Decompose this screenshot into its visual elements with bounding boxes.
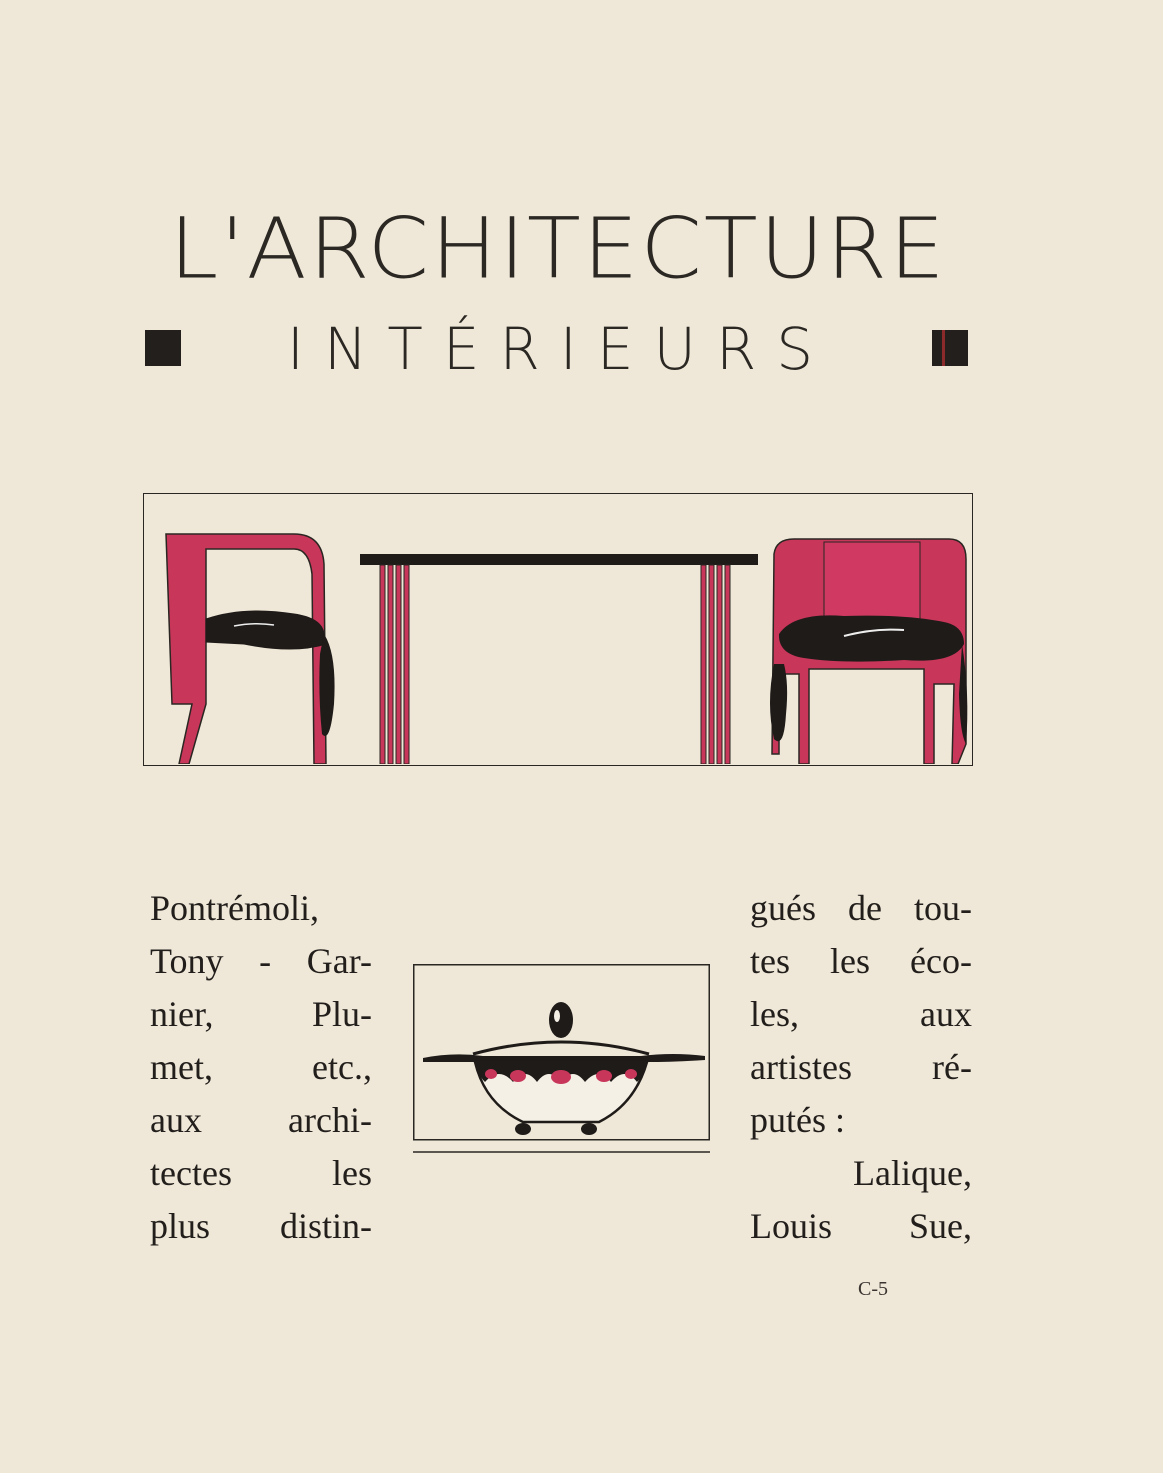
text-line: Tony - Gar- — [150, 941, 372, 981]
furniture-illustration — [143, 493, 973, 766]
text-line: nier, Plu- — [150, 994, 372, 1034]
text-line: plus distin- — [150, 1206, 372, 1246]
text-line: putés : — [750, 1100, 845, 1140]
text-line: Louis Sue, — [750, 1206, 972, 1246]
page-title: L'ARCHITECTURE — [169, 199, 947, 298]
subtitle-row — [140, 315, 980, 388]
page-number: C-5 — [858, 1278, 888, 1300]
page-subtitle: INTÉRIEURS — [286, 315, 834, 383]
text-line: met, etc., — [150, 1047, 372, 1087]
text-line: tes les éco- — [750, 941, 972, 981]
text-line: les, aux — [750, 994, 972, 1034]
bowl-illustration — [413, 964, 710, 1154]
text-line: aux archi- — [150, 1100, 372, 1140]
right-chair — [770, 539, 967, 764]
left-chair — [166, 534, 335, 764]
text-line: Lalique, — [853, 1153, 972, 1193]
text-line: gués de tou- — [750, 888, 972, 928]
text-line: artistes ré- — [750, 1047, 972, 1087]
text-line: tectes les — [150, 1153, 372, 1193]
table — [360, 554, 758, 764]
black-square-ornament-right — [932, 330, 968, 366]
text-column-right — [750, 882, 972, 1253]
black-square-ornament-left — [145, 330, 181, 366]
text-column-left — [150, 882, 372, 1253]
text-line: Pontrémoli, — [150, 888, 319, 928]
